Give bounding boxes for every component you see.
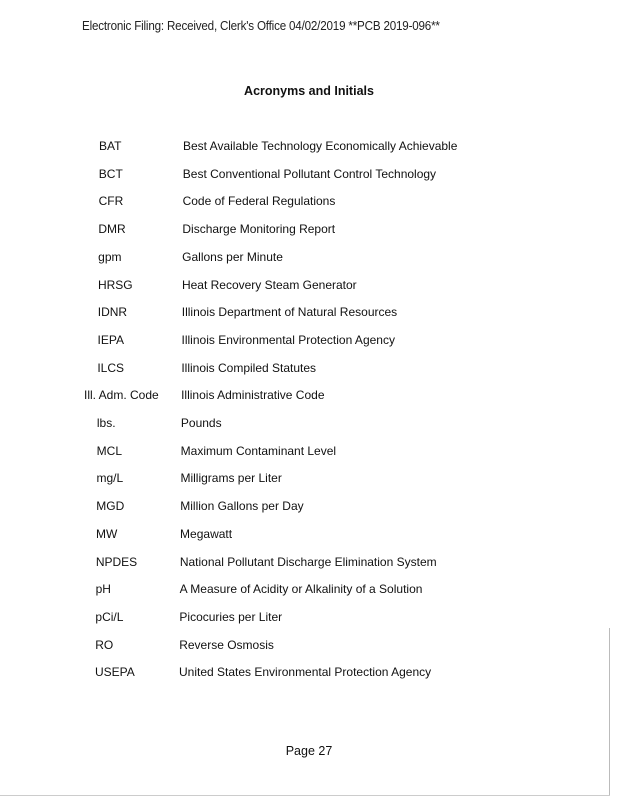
acronym-definition: Illinois Department of Natural Resources <box>181 305 398 320</box>
acronym-definition: National Pollutant Discharge Elimination System <box>179 554 437 569</box>
acronym-term: CFR <box>98 194 124 209</box>
scan-edge-right <box>609 628 610 796</box>
acronym-row <box>0 139 600 155</box>
acronym-definition: United States Environmental Protection Agency <box>179 665 432 680</box>
scan-edge-bottom <box>0 795 610 796</box>
acronym-term: RO <box>95 637 114 652</box>
acronym-row <box>0 499 600 515</box>
acronym-term: BCT <box>98 166 123 181</box>
acronym-definition: Pounds <box>180 416 222 430</box>
acronym-definition: Illinois Environmental Protection Agency <box>181 332 395 347</box>
acronym-definition: Code of Federal Regulations <box>182 194 336 209</box>
acronym-row <box>0 278 600 294</box>
acronym-term: HRSG <box>97 277 133 292</box>
acronym-term: DMR <box>98 222 126 237</box>
acronym-row <box>0 638 600 654</box>
acronym-row <box>0 333 600 349</box>
acronym-row <box>0 665 600 681</box>
acronym-row <box>0 250 600 266</box>
acronym-term: NPDES <box>95 554 138 569</box>
acronym-row <box>0 222 600 238</box>
acronym-definition: Illinois Compiled Statutes <box>181 360 317 375</box>
acronym-definition: A Measure of Acidity or Alkalinity of a Solution <box>179 582 423 597</box>
acronym-definition: Best Available Technology Economically Achievable <box>183 139 458 153</box>
acronym-definition: Reverse Osmosis <box>179 637 274 652</box>
acronym-term: IEPA <box>97 332 124 347</box>
acronym-row <box>0 361 600 377</box>
acronym-term: IDNR <box>97 305 128 320</box>
acronym-term: pCi/L <box>95 609 124 624</box>
acronym-term: ILCS <box>97 360 124 375</box>
page-title: Acronyms and Initials <box>244 84 374 98</box>
acronym-term: gpm <box>98 249 122 264</box>
acronym-row <box>0 416 600 432</box>
acronym-term: mg/L <box>96 471 124 486</box>
acronym-definition: Best Conventional Pollutant Control Technology <box>182 166 437 181</box>
filing-stamp-header: Electronic Filing: Received, Clerk's Office 04/02/2019 **PCB 2019-096** <box>82 19 440 33</box>
acronym-term: MW <box>96 526 118 541</box>
acronym-row <box>0 471 600 487</box>
acronym-term: lbs. <box>96 416 116 430</box>
acronym-row <box>0 194 600 210</box>
acronym-definition: Picocuries per Liter <box>179 609 283 624</box>
acronym-definition: Milligrams per Liter <box>180 471 282 486</box>
acronym-term: MCL <box>96 443 123 458</box>
acronym-term: Ill. Adm. Code <box>84 388 159 403</box>
acronym-row <box>0 444 600 460</box>
acronym-row <box>0 305 600 321</box>
acronym-row <box>0 527 600 543</box>
acronym-definition: Heat Recovery Steam Generator <box>181 277 357 292</box>
acronym-row <box>0 167 600 183</box>
acronym-definition: Megawatt <box>180 526 233 541</box>
acronym-term: pH <box>95 582 111 597</box>
acronym-definition: Gallons per Minute <box>182 249 283 264</box>
acronym-definition: Discharge Monitoring Report <box>182 222 336 237</box>
acronym-row <box>0 610 600 626</box>
acronym-term: MGD <box>96 499 125 514</box>
acronym-row <box>0 582 600 598</box>
acronym-definition: Illinois Administrative Code <box>181 388 325 403</box>
acronym-row <box>0 388 600 404</box>
acronym-row <box>0 555 600 571</box>
page-number: Page 27 <box>285 744 333 758</box>
acronym-term: USEPA <box>95 665 135 680</box>
acronym-term: BAT <box>99 139 122 153</box>
acronym-definition: Maximum Contaminant Level <box>180 443 337 458</box>
acronym-definition: Million Gallons per Day <box>180 499 304 514</box>
